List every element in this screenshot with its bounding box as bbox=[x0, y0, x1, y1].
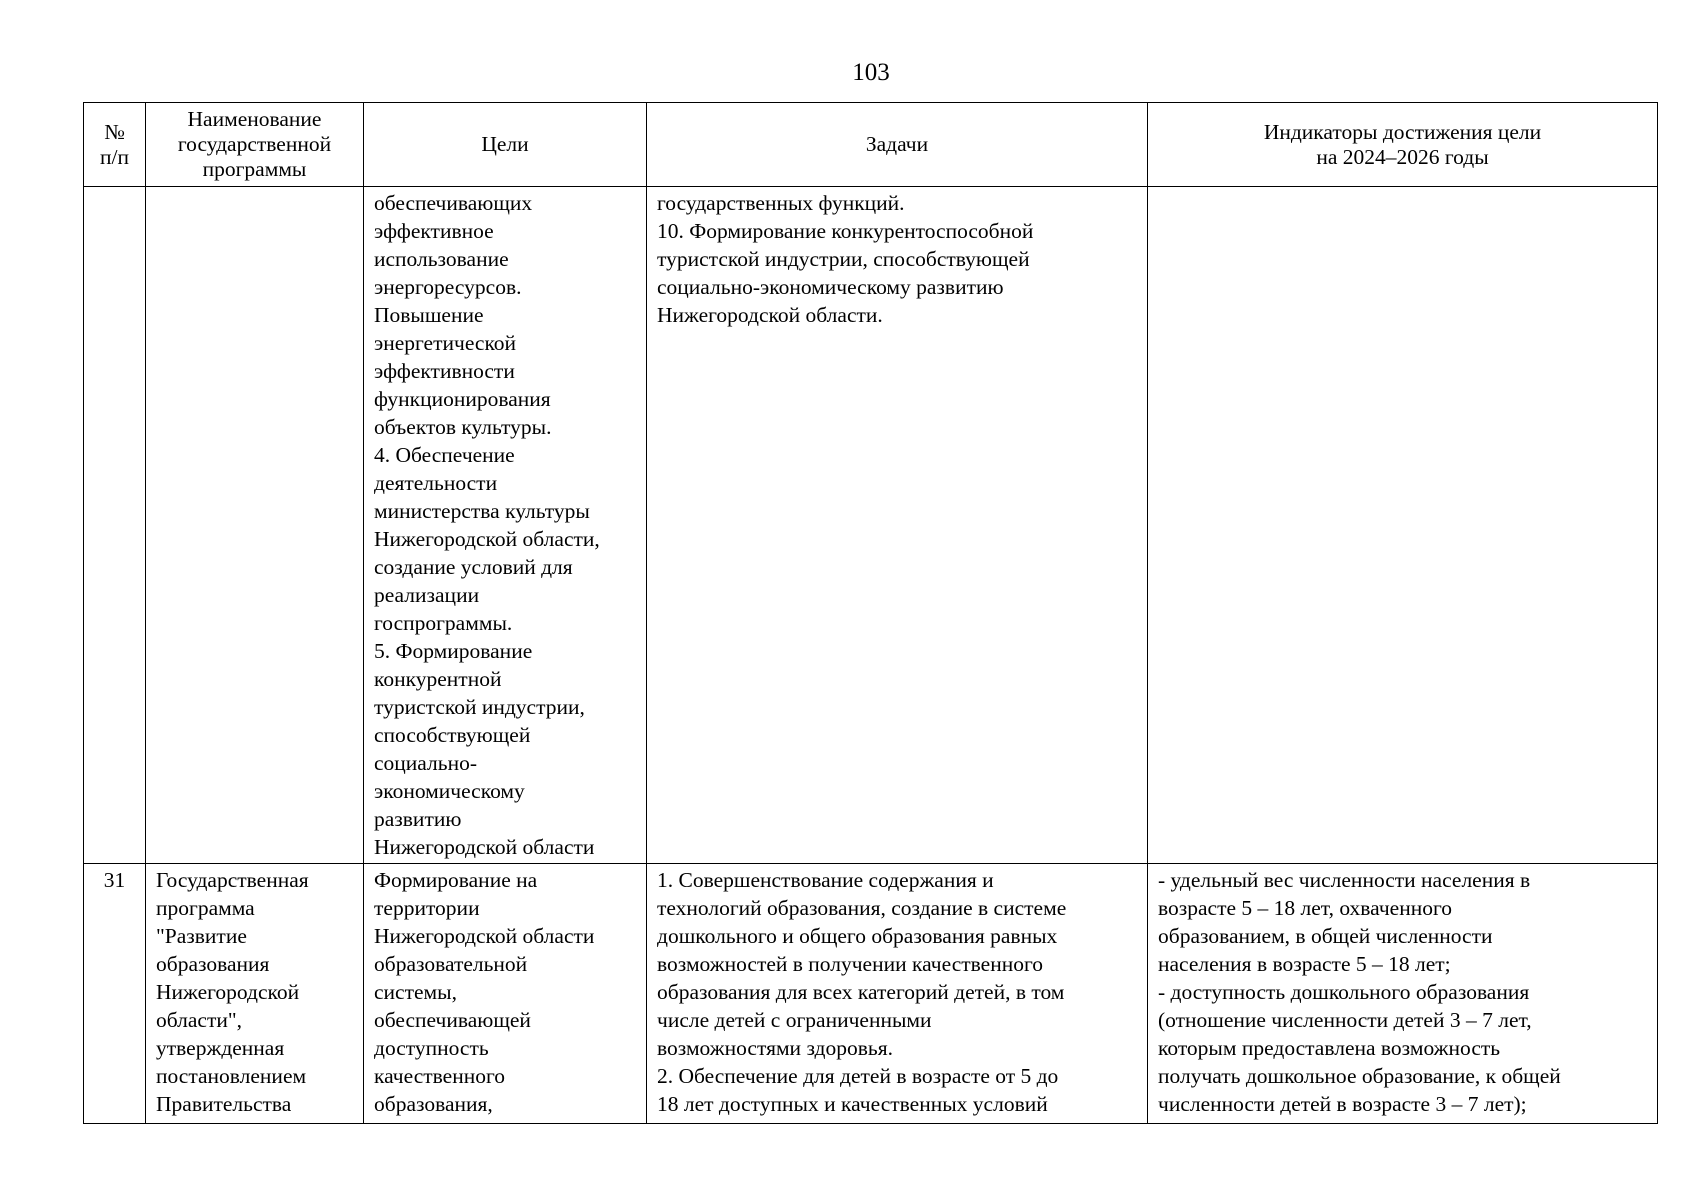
text-line: Правительства bbox=[156, 1092, 292, 1116]
row-number bbox=[84, 187, 146, 864]
text-line: Задачи bbox=[865, 132, 929, 156]
goals-cell bbox=[364, 864, 647, 1124]
text-line: числе детей с ограниченными bbox=[657, 1008, 932, 1032]
text-line: - доступность дошкольного образования bbox=[1158, 980, 1530, 1004]
text-line: образования для всех категорий детей, в том bbox=[657, 980, 1065, 1004]
text-line: туристской индустрии, bbox=[374, 695, 585, 719]
text-line: реализации bbox=[374, 583, 480, 607]
text-line: дошкольного и общего образования равных bbox=[657, 924, 1058, 948]
text-line: Наименование bbox=[187, 107, 322, 131]
table-row bbox=[84, 187, 1658, 864]
text-line: государственной bbox=[177, 132, 332, 156]
text-line: образовательной bbox=[374, 952, 528, 976]
text-line: территории bbox=[374, 896, 480, 920]
text-line: социально- bbox=[374, 751, 477, 775]
text-line: Государственная bbox=[156, 868, 309, 892]
tasks-cell bbox=[647, 187, 1148, 864]
text-line: обеспечивающих bbox=[374, 191, 533, 215]
text-line: эффективное bbox=[374, 219, 494, 243]
text-line: (отношение численности детей 3 – 7 лет, bbox=[1158, 1008, 1532, 1032]
text-line: Нижегородской bbox=[156, 980, 300, 1004]
text-line: "Развитие bbox=[156, 924, 247, 948]
text-line: технологий образования, создание в системе bbox=[657, 896, 1067, 920]
text-line: качественного bbox=[374, 1064, 505, 1088]
goals-cell bbox=[364, 187, 647, 864]
text-line: Нижегородской области. bbox=[657, 303, 883, 327]
header-program bbox=[146, 103, 364, 187]
text-line: 2. Обеспечение для детей в возрасте от 5 до bbox=[657, 1064, 1059, 1088]
text-line: программы bbox=[202, 157, 307, 181]
text-line: - удельный вес численности населения в bbox=[1158, 868, 1531, 892]
text-line: Нижегородской области bbox=[374, 835, 595, 859]
indicators-cell bbox=[1148, 187, 1658, 864]
text-line: функционирования bbox=[374, 387, 551, 411]
text-line: 18 лет доступных и качественных условий bbox=[657, 1092, 1048, 1116]
text-line: эффективности bbox=[374, 359, 515, 383]
text-line: Индикаторы достижения цели bbox=[1263, 119, 1542, 144]
program-name-cell bbox=[146, 187, 364, 864]
text-line: получать дошкольное образование, к общей bbox=[1158, 1064, 1561, 1088]
text-line: 10. Формирование конкурентоспособной bbox=[657, 219, 1034, 243]
programs-table bbox=[83, 102, 1658, 1124]
text-line: объектов культуры. bbox=[374, 415, 552, 439]
text-line: обеспечивающей bbox=[374, 1008, 531, 1032]
page-number: 103 bbox=[852, 59, 890, 86]
program-name-cell bbox=[146, 864, 364, 1124]
header-goals bbox=[364, 103, 647, 187]
text-line: населения в возрасте 5 – 18 лет; bbox=[1158, 952, 1451, 976]
text-line: 5. Формирование bbox=[374, 639, 533, 663]
tasks-cell bbox=[647, 864, 1148, 1124]
text-line: энергетической bbox=[374, 331, 517, 355]
header-indicators bbox=[1148, 103, 1658, 187]
text-line: социально-экономическому развитию bbox=[657, 275, 1004, 299]
text-line: утвержденная bbox=[156, 1036, 285, 1060]
text-line: конкурентной bbox=[374, 667, 502, 691]
text-line: энергоресурсов. bbox=[374, 275, 522, 299]
row-number: 31 bbox=[84, 864, 146, 1124]
text-line: п/п bbox=[100, 144, 129, 169]
text-line: развитию bbox=[374, 807, 462, 831]
text-line: которым предоставлена возможность bbox=[1158, 1036, 1501, 1060]
text-line: министерства культуры bbox=[374, 499, 590, 523]
text-line: Нижегородской области, bbox=[374, 527, 600, 551]
text-line: 1. Совершенствование содержания и bbox=[657, 868, 994, 892]
text-line: образования, bbox=[374, 1092, 493, 1116]
text-line: Цели bbox=[481, 132, 529, 156]
text-line: образования bbox=[156, 952, 270, 976]
text-line: доступность bbox=[374, 1036, 489, 1060]
text-line: постановлением bbox=[156, 1064, 307, 1088]
header-tasks bbox=[647, 103, 1148, 187]
indicators-cell bbox=[1148, 864, 1658, 1124]
text-line: возможностями здоровья. bbox=[657, 1036, 893, 1060]
text-line: создание условий для bbox=[374, 555, 573, 579]
text-line: на 2024–2026 годы bbox=[1316, 144, 1489, 169]
text-line: численности детей в возрасте 3 – 7 лет); bbox=[1158, 1092, 1527, 1116]
text-line: туристской индустрии, способствующей bbox=[657, 247, 1030, 271]
text-line: образованием, в общей численности bbox=[1158, 924, 1493, 948]
text-line: области", bbox=[156, 1008, 243, 1032]
text-line: № bbox=[104, 119, 125, 144]
text-line: программа bbox=[156, 896, 255, 920]
text-line: возможностей в получении качественного bbox=[657, 952, 1043, 976]
table-row bbox=[84, 864, 1658, 1124]
text-line: деятельности bbox=[374, 471, 498, 495]
text-line: Формирование на bbox=[374, 868, 538, 892]
text-line: использование bbox=[374, 247, 509, 271]
text-line: способствующей bbox=[374, 723, 531, 747]
table-header-row bbox=[84, 103, 1658, 187]
text-line: возрасте 5 – 18 лет, охваченного bbox=[1158, 896, 1452, 920]
text-line: Нижегородской области bbox=[374, 924, 595, 948]
text-line: экономическому bbox=[374, 779, 525, 803]
text-line: государственных функций. bbox=[657, 191, 905, 215]
text-line: 4. Обеспечение bbox=[374, 443, 515, 467]
header-num bbox=[84, 103, 146, 187]
text-line: Повышение bbox=[374, 303, 484, 327]
text-line: системы, bbox=[374, 980, 457, 1004]
text-line: госпрограммы. bbox=[374, 611, 513, 635]
